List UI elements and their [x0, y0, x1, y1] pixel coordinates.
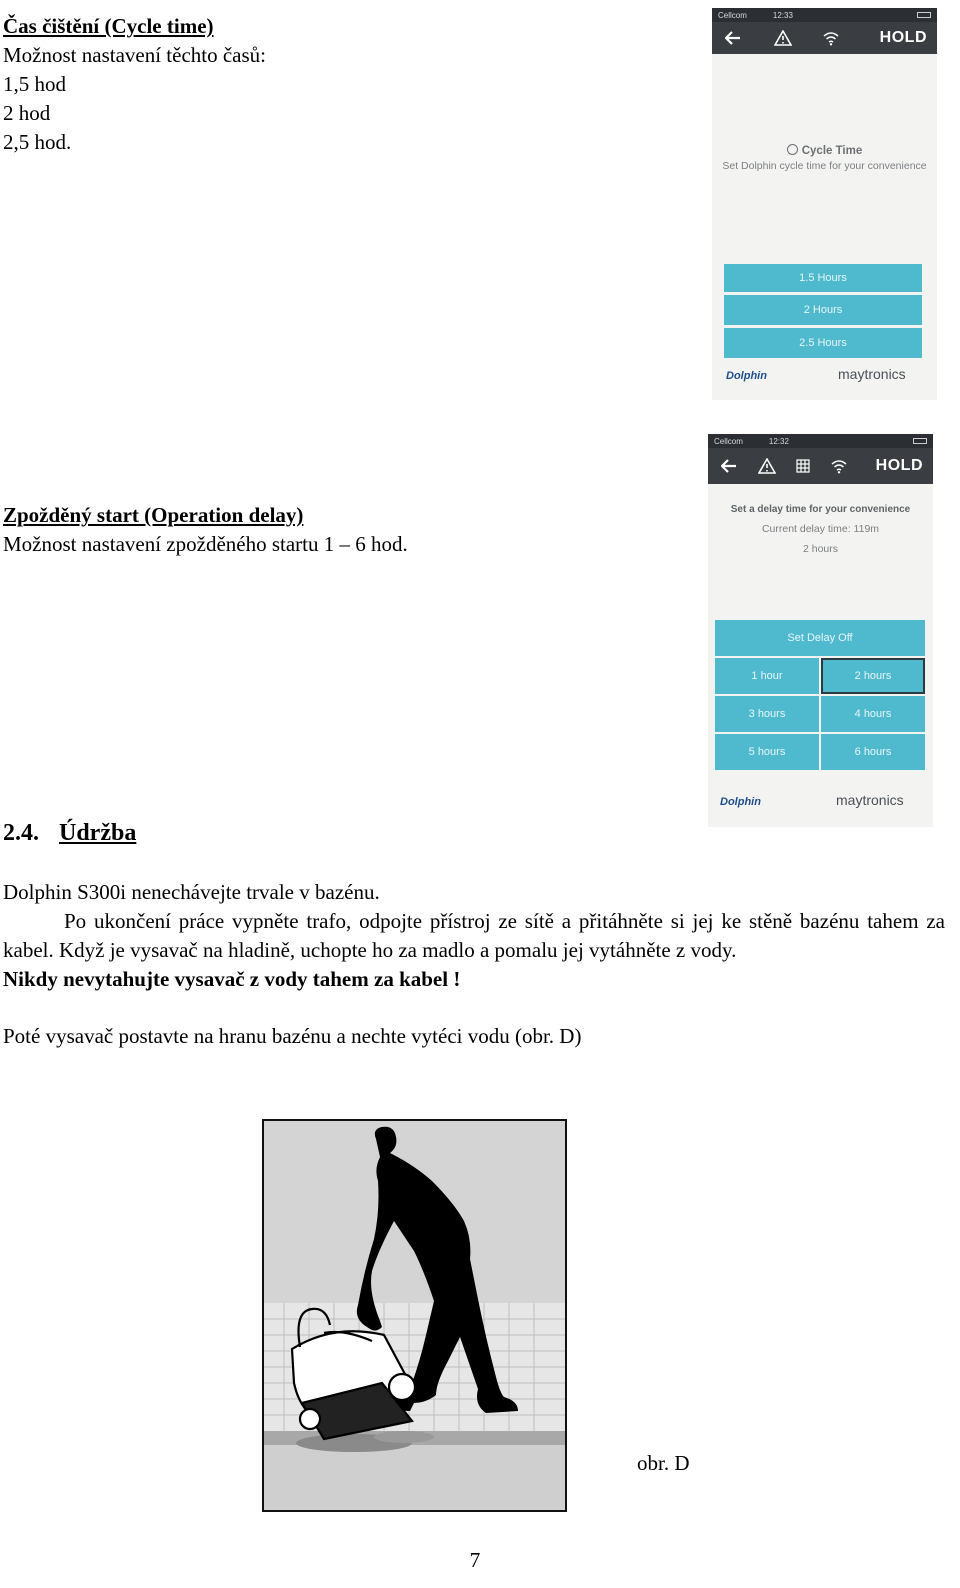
phone-screenshot-cycle [712, 8, 937, 400]
maintenance-paragraph: Po ukončení práce vypněte trafo, odpojte přístroj ze sítě a přitáhněte si jej ke stěně bazénu tahem za kabel. Když je vysavač na hladině, uchopte ho za madlo a pomalu jej vytáhněte z vody. [3, 909, 945, 962]
delay-4-hours-button[interactable]: 4 hours [821, 696, 925, 732]
page-number: 7 [469, 1548, 481, 1572]
nav-bar [708, 448, 933, 484]
warning-icon[interactable] [772, 27, 794, 49]
clock-icon [787, 144, 798, 155]
delay-5-hours-button[interactable]: 5 hours [715, 734, 819, 770]
section-title: Údržba [59, 820, 137, 846]
clock-label: 12:33 [772, 10, 793, 20]
maintenance-paragraph: Poté vysavač postavte na hranu bazénu a nechte vytéci vodu (obr. D) [3, 1024, 582, 1048]
back-arrow-icon[interactable] [718, 455, 740, 477]
wifi-icon[interactable] [820, 27, 842, 49]
cycle-screen-title: Cycle Time [801, 145, 863, 157]
maintenance-paragraph: Dolphin S300i nenechávejte trvale v bazénu. [3, 880, 380, 904]
delay-3-hours-button[interactable]: 3 hours [715, 696, 819, 732]
delay-section [3, 501, 408, 559]
delay-2-hours-button[interactable]: 2 hours [821, 658, 925, 694]
status-bar [712, 8, 937, 22]
cycle-option: 1,5 hod [3, 72, 66, 96]
cycle-2-hours-button[interactable]: 2 Hours [724, 295, 922, 325]
battery-icon [917, 12, 931, 18]
hold-button[interactable]: HOLD [879, 29, 927, 46]
dolphin-logo: Dolphin [720, 796, 761, 808]
maintenance-body [3, 878, 945, 1051]
clock-label: 12:32 [768, 436, 789, 446]
warning-icon[interactable] [756, 455, 778, 477]
maintenance-warning: Nikdy nevytahujte vysavač z vody tahem za kabel ! [3, 967, 461, 991]
wifi-icon[interactable] [828, 455, 850, 477]
status-bar [708, 434, 933, 448]
grid-icon[interactable] [792, 455, 814, 477]
cycle-option: 2,5 hod. [3, 130, 72, 154]
section-number: 2.4. [3, 820, 39, 846]
maytronics-logo: maytronics [838, 366, 906, 382]
maytronics-logo: maytronics [836, 792, 904, 808]
delay-1-hour-button[interactable]: 1 hour [715, 658, 819, 694]
delay-screen-header [708, 504, 933, 555]
dolphin-logo: Dolphin [726, 370, 767, 382]
nav-bar [712, 22, 937, 54]
delay-title: Zpožděný start (Operation delay) [3, 503, 304, 527]
cycle-screen-subtitle: Set Dolphin cycle time for your convenience [722, 160, 927, 172]
cycle-section [3, 12, 266, 157]
cycle-title: Čas čištění (Cycle time) [3, 14, 214, 38]
set-delay-off-button[interactable]: Set Delay Off [715, 620, 925, 656]
hold-button[interactable]: HOLD [875, 457, 923, 474]
section-heading [3, 818, 136, 848]
back-arrow-icon[interactable] [722, 27, 744, 49]
carrier-label: Cellcom [714, 436, 743, 446]
cycle-screen-header [712, 144, 937, 172]
carrier-label: Cellcom [718, 10, 747, 20]
man-lifting-cleaner-image [264, 1121, 565, 1510]
cycle-2-5-hours-button[interactable]: 2.5 Hours [724, 328, 922, 358]
cycle-option: 2 hod [3, 101, 51, 125]
delay-6-hours-button[interactable]: 6 hours [821, 734, 925, 770]
cycle-1-5-hours-button[interactable]: 1.5 Hours [724, 264, 922, 292]
delay-screen-title: Set a delay time for your convenience [730, 504, 911, 515]
battery-icon [913, 438, 927, 444]
current-delay-label: Current delay time: 119m [761, 523, 880, 535]
figure-caption: obr. D [637, 1451, 690, 1475]
cycle-subtitle: Možnost nastavení těchto časů: [3, 43, 267, 67]
delay-description: Možnost nastavení zpožděného startu 1 – 6 hod. [3, 532, 408, 556]
figure-d-illustration [262, 1119, 567, 1512]
phone-screenshot-delay [708, 434, 933, 827]
current-delay-value: 2 hours [802, 543, 839, 555]
